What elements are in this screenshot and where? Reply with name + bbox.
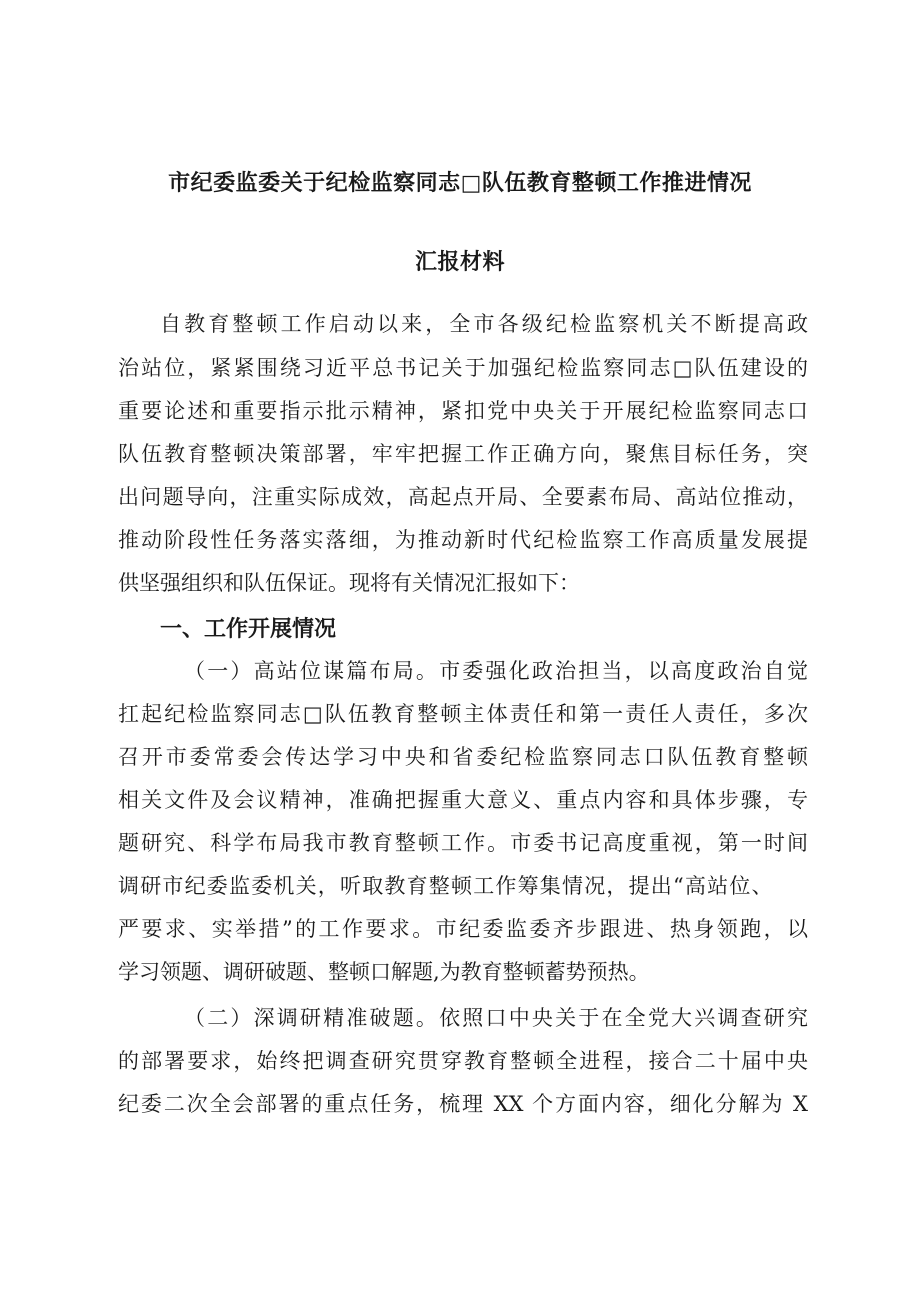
sub1-line: 学习领题、调研破题、整顿口解题,为教育整顿蓄势预热。 [118,960,650,984]
intro-line: 治站位，紧紧围绕习近平总书记关于加强纪检监察同志□队伍建设的 [118,356,808,380]
sub2-line: 纪委二次全会部署的重点任务，梳理 XX 个方面内容，细化分解为 X [118,1092,808,1116]
sub1-line: 严要求、实举措”的工作要求。市纪委监委齐步跟进、热身领跑，以 [118,917,808,941]
sub2-line: 的部署要求，始终把调查研究贯穿教育整顿全进程，接合二十届中央 [118,1049,808,1073]
sub2-line: （二）深调研精准破题。依照口中央关于在全党大兴调查研究 [184,1006,808,1030]
sub1-line: 相关文件及会议精神，准确把握重大意义、重点内容和具体步骤，专 [118,788,808,812]
intro-line: 出问题导向，注重实际成效，高起点开局、全要素布局、高站位推动， [118,485,808,509]
sub1-line: （一）高站位谋篇布局。市委强化政治担当，以高度政治自觉 [184,659,808,683]
intro-line: 重要论述和重要指示批示精神，紧扣党中央关于开展纪检监察同志口 [118,399,808,423]
sub1-line: 扛起纪检监察同志□队伍教育整顿主体责任和第一责任人责任，多次 [118,702,808,726]
sub1-line: 召开市委常委会传达学习中央和省委纪检监察同志口队伍教育整顿 [118,745,808,769]
document-title-line1: 市纪委监委关于纪检监察同志□队伍教育整顿工作推进情况 [168,171,752,196]
intro-line: 供坚强组织和队伍保证。现将有关情况汇报如下： [118,571,580,595]
sub1-line: 题研究、科学布局我市教育整顿工作。市委书记高度重视，第一时间 [118,831,808,855]
intro-line: 推动阶段性任务落实落细，为推动新时代纪检监察工作高质量发展提 [118,528,808,552]
intro-line: 自教育整顿工作启动以来，全市各级纪检监察机关不断提高政 [160,312,808,336]
section-heading: 一、工作开展情况 [160,617,337,642]
document-title-line2: 汇报材料 [414,250,505,275]
intro-line: 队伍教育整顿决策部署，牢牢把握工作正确方向，聚焦目标任务，突 [118,442,808,466]
sub1-line: 调研市纪委监委机关，听取教育整顿工作筹集情况，提出“高站位、 [118,874,774,898]
